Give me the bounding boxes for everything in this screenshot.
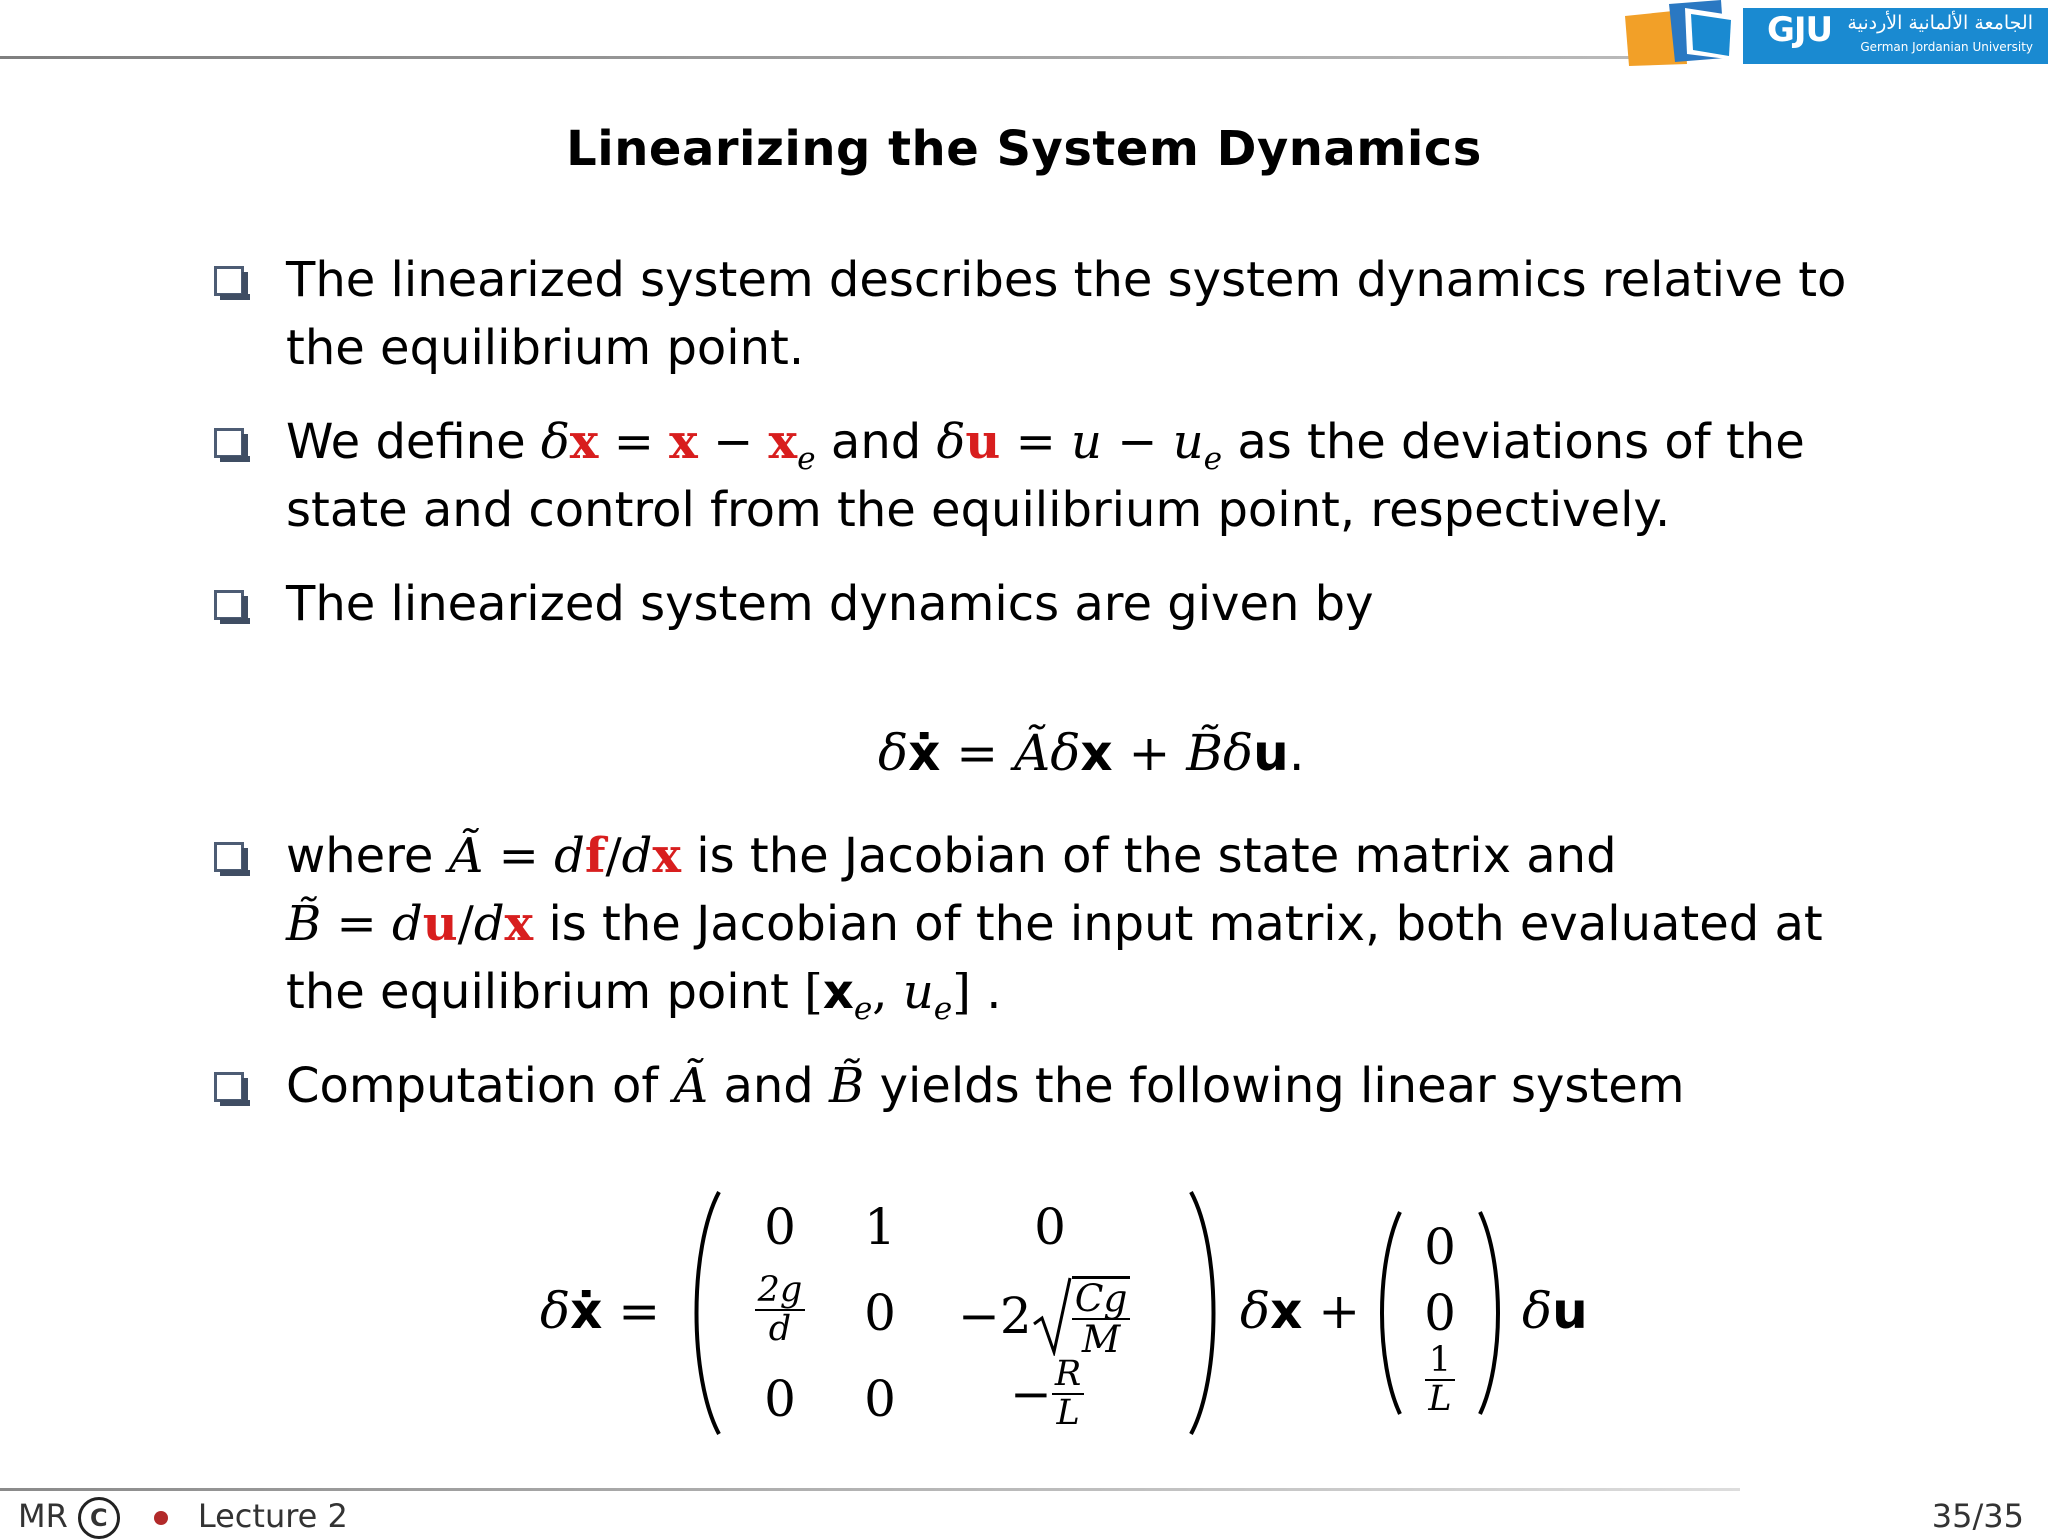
math-A-tilde-def: Ã = df/dx	[448, 828, 681, 884]
matrix-b-cell: $\frac{1}{L}$	[1410, 1342, 1470, 1418]
matrix-a-cell: 0	[864, 1370, 896, 1428]
bullet-text: We define $\delta x = x - x_e$ and $\delta u = u - u_e$ as the deviations of the state and control from the equilibrium point, respectively.	[286, 414, 1805, 538]
footer-author: MR	[18, 1497, 68, 1535]
logo-mark-icon	[1625, 0, 1745, 66]
bullet-item-4	[214, 822, 1906, 1026]
bullet-text: The linearized system describes the system dynamics relative to the equilibrium point.	[286, 252, 1847, 376]
footer-left	[18, 1497, 348, 1539]
checkbox-bullet-icon	[214, 842, 248, 876]
matrix-right-paren	[1185, 1188, 1225, 1438]
bullet-item-2	[214, 408, 1906, 544]
matrix-a-cell: 0	[864, 1284, 896, 1342]
matrix-b-cell: 0	[1424, 1284, 1456, 1342]
matrix-b-cell: 0	[1424, 1218, 1456, 1276]
slide-title: Linearizing the System Dynamics	[566, 121, 1482, 177]
logo-arabic-name: الجامعة الألمانية الأردنية	[1847, 12, 2033, 34]
state-space-equation: δẋ = 0 1 0 $\frac{2g}{d}$ 0 −2 $\frac{Cg}{M}$ 0 0 − $\frac{R}{L}$ δx + 0 0 $\frac{1}{L}$ δu	[540, 1188, 1700, 1448]
matrix-a-cell: 0	[1034, 1198, 1066, 1256]
matrix-a-cell: − $\frac{R}{L}$	[1010, 1356, 1084, 1432]
linearized-equation: δẋ = Ãδx + B̃δu.	[878, 724, 1305, 782]
matrix-a-cell: $\frac{2g}{d}$	[730, 1272, 830, 1348]
checkbox-bullet-icon	[214, 428, 248, 462]
logo-short-name: GJU	[1767, 10, 1833, 50]
page-number: 35/35	[1931, 1497, 2024, 1535]
copyright-icon: C	[78, 1497, 120, 1539]
math-equilibrium-point: [$x_e$, $u_e$]	[804, 964, 971, 1027]
footer-dot-icon	[154, 1511, 168, 1525]
checkbox-bullet-icon	[214, 1072, 248, 1106]
vector-right-paren	[1476, 1208, 1508, 1418]
bullet-item-3	[214, 570, 1906, 638]
bullet-item-5	[214, 1052, 1906, 1120]
header-rule	[0, 56, 1630, 59]
logo-english-name: German Jordanian University	[1860, 40, 2033, 54]
math-delta-x-def: $\delta x = x - x_e$	[540, 414, 816, 477]
footer-lecture: Lecture 2	[197, 1497, 348, 1535]
university-logo	[1625, 0, 2048, 66]
math-B-tilde-def: B̃ = du/dx	[286, 896, 534, 952]
bullet-text: where Ã = df/dx is the Jacobian of the state matrix and B̃ = du/dx is the Jacobian of the input matrix, both evaluated at the equilibrium point [$x_e$, $u_e$] .	[286, 828, 1823, 1027]
footer-rule	[0, 1488, 1740, 1491]
matrix-a-cell: −2 $\frac{Cg}{M}$	[958, 1272, 1130, 1360]
bullet-item-1	[214, 246, 1906, 382]
matrix-left-paren	[685, 1188, 725, 1438]
bullet-text: The linearized system dynamics are given by	[286, 576, 1374, 632]
bullet-text: Computation of Ã and B̃ yields the following linear system	[286, 1058, 1685, 1114]
checkbox-bullet-icon	[214, 590, 248, 624]
math-delta-u-def: $\delta u = u - u_e$	[936, 414, 1223, 477]
matrix-a-cell: 0	[764, 1370, 796, 1428]
vector-left-paren	[1372, 1208, 1404, 1418]
matrix-a-cell: 1	[864, 1198, 896, 1256]
matrix-a-cell: 0	[764, 1198, 796, 1256]
checkbox-bullet-icon	[214, 266, 248, 300]
